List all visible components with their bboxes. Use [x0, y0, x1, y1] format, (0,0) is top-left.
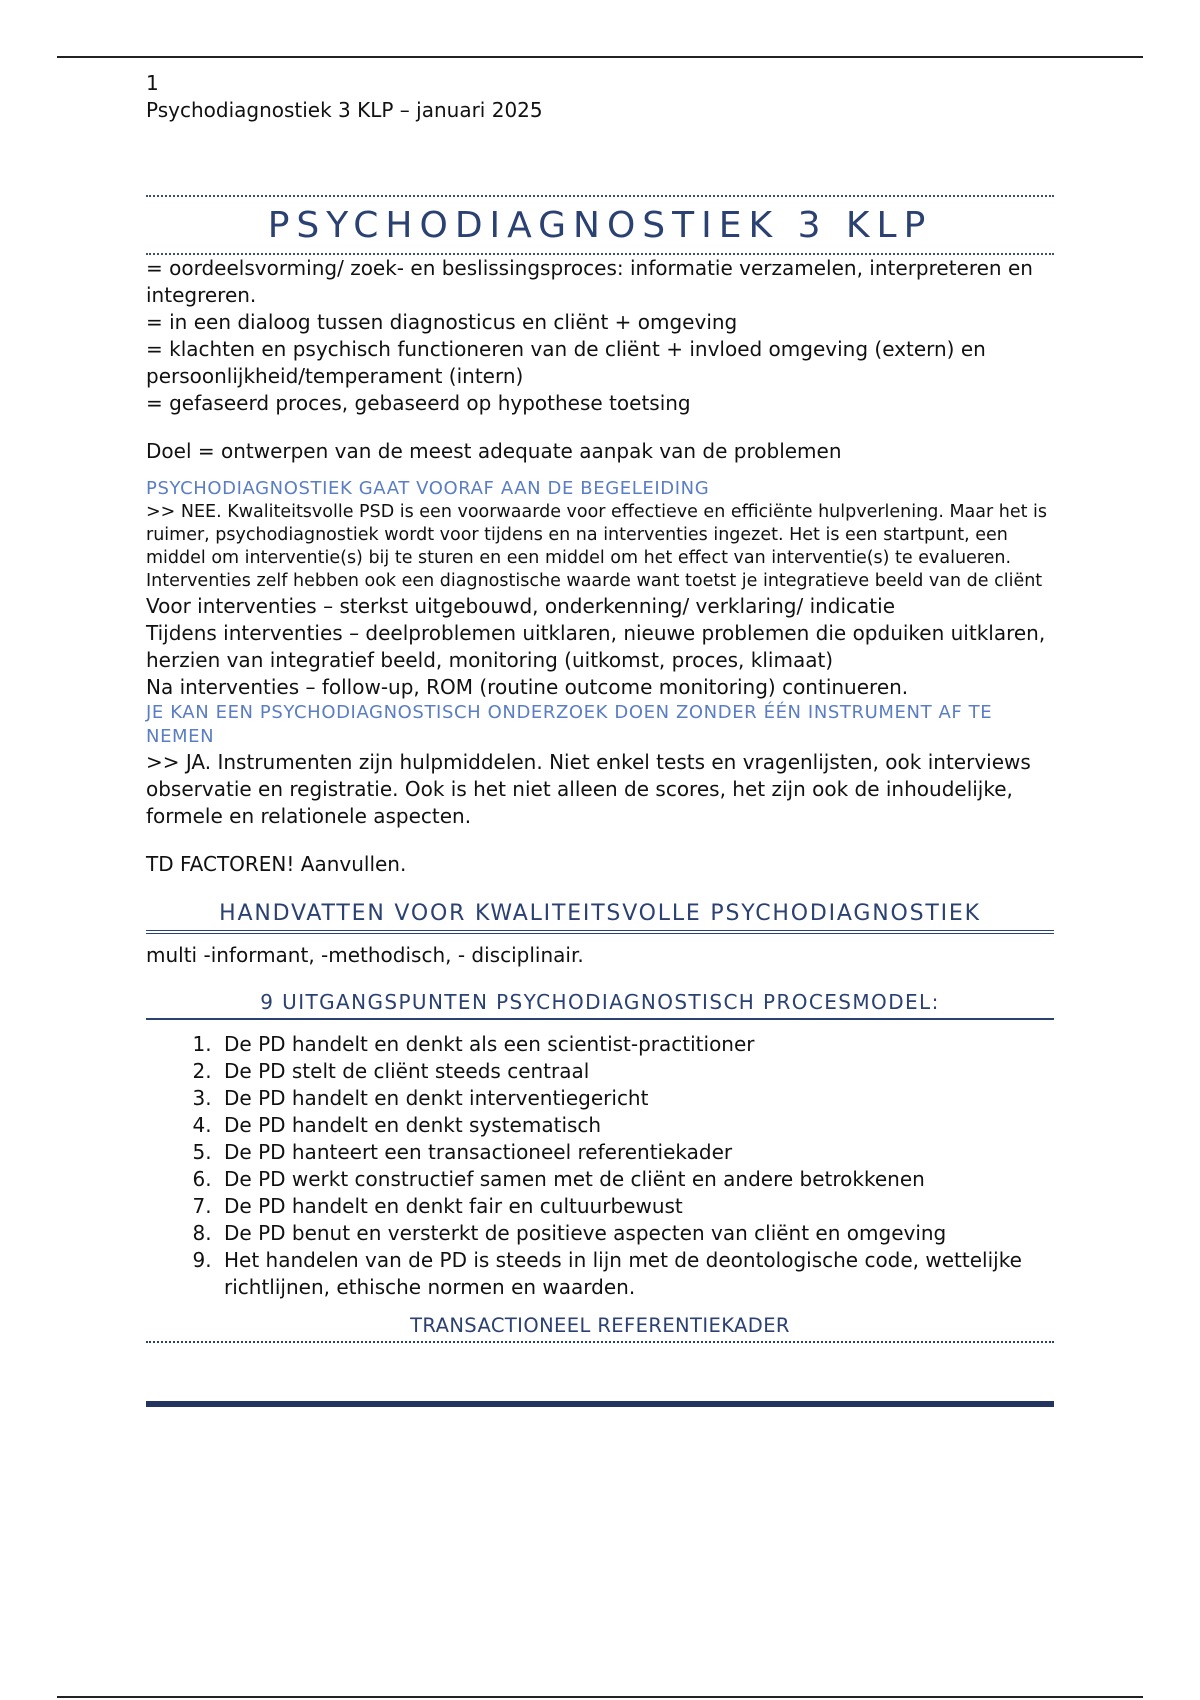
list-item: 9. Het handelen van de PD is steeds in lijn met de deontologische code, wettelijke richtlijnen, ethische normen en waarden. — [218, 1247, 1054, 1301]
document-title: PSYCHODIAGNOSTIEK 3 KLP — [267, 204, 933, 246]
phase-item: Na interventies – follow-up, ROM (routine outcome monitoring) continueren. — [146, 675, 909, 699]
definition-item: = klachten en psychisch functioneren van de cliënt + invloed omgeving (extern) en persoonlijkheid/temperament (intern) — [146, 337, 986, 388]
phase-item: Voor interventies – sterkst uitgebouwd, onderkenning/ verklaring/ indicatie — [146, 594, 896, 618]
list-item: 6. De PD werkt constructief samen met de cliënt en andere betrokkenen — [218, 1166, 1054, 1193]
definition-item: = oordeelsvorming/ zoek- en beslissingsproces: informatie verzamelen, interpreteren en integreren. — [146, 256, 1033, 307]
uitgangspunten-list — [146, 1031, 1054, 1301]
list-item: 8. De PD benut en versterkt de positieve aspecten van cliënt en omgeving — [218, 1220, 1054, 1247]
definition-item: = in een dialoog tussen diagnosticus en cliënt + omgeving — [146, 310, 738, 334]
heading-handvatten: HANDVATTEN VOOR KWALITEITSVOLLE PSYCHODIAGNOSTIEK — [146, 901, 1054, 934]
section-answer-ja: >> JA. Instrumenten zijn hulpmiddelen. Niet enkel tests en vragenlijsten, ook interviews observatie en registratie. Ook is het niet alleen de scores, het zijn ook de inhoudelijke, formele en relationele aspecten. — [146, 750, 1031, 828]
list-item: 3. De PD handelt en denkt interventiegericht — [218, 1085, 1054, 1112]
heading-uitgangspunten: 9 UITGANGSPUNTEN PSYCHODIAGNOSTISCH PROCESMODEL: — [146, 990, 1054, 1020]
heading-transactioneel: TRANSACTIONEEL REFERENTIEKADER — [146, 1314, 1054, 1343]
running-title: Psychodiagnostiek 3 KLP – januari 2025 — [146, 98, 543, 122]
td-factoren-note: TD FACTOREN! Aanvullen. — [146, 852, 407, 876]
list-item: 5. De PD hanteert een transactioneel referentiekader — [218, 1139, 1054, 1166]
header-rule — [57, 56, 1143, 58]
list-item: 1. De PD handelt en denkt als een scientist-practitioner — [218, 1031, 1054, 1058]
list-item: 4. De PD handelt en denkt systematisch — [218, 1112, 1054, 1139]
page-number: 1 — [146, 71, 159, 95]
definition-item: = gefaseerd proces, gebaseerd op hypothese toetsing — [146, 391, 691, 415]
goal-statement: Doel = ontwerpen van de meest adequate aanpak van de problemen — [146, 439, 842, 463]
section-answer-nee: >> NEE. Kwaliteitsvolle PSD is een voorwaarde voor effectieve en efficiënte hulpverlening. Maar het is ruimer, psychodiagnostiek wordt voor tijdens en na interventies ingezet. Het is een startpunt, een middel om interventie(s) bij te sturen en een middel om het effect van interventie(s) te evalueren. Interventies zelf hebben ook een diagnostische waarde want toetst je integratieve beeld van de cliënt — [146, 502, 1048, 591]
list-item: 2. De PD stelt de cliënt steeds centraal — [218, 1058, 1054, 1085]
document-body — [146, 195, 1054, 1407]
section-end-rule — [146, 1401, 1054, 1407]
phase-item: Tijdens interventies – deelproblemen uitklaren, nieuwe problemen die opduiken uitklaren, herzien van integratief beeld, monitoring (uitkomst, proces, klimaat) — [146, 621, 1046, 672]
footer-rule — [57, 1696, 1143, 1698]
handvatten-text: multi -informant, -methodisch, - disciplinair. — [146, 943, 584, 967]
section-heading-instrument: JE KAN EEN PSYCHODIAGNOSTISCH ONDERZOEK DOEN ZONDER ÉÉN INSTRUMENT AF TE NEMEN — [146, 702, 993, 747]
list-item: 7. De PD handelt en denkt fair en cultuurbewust — [218, 1193, 1054, 1220]
page-header — [146, 70, 543, 124]
title-block — [146, 195, 1054, 255]
section-heading-vooraf: PSYCHODIAGNOSTIEK GAAT VOORAF AAN DE BEGELEIDING — [146, 478, 710, 499]
definitions — [146, 255, 1054, 417]
